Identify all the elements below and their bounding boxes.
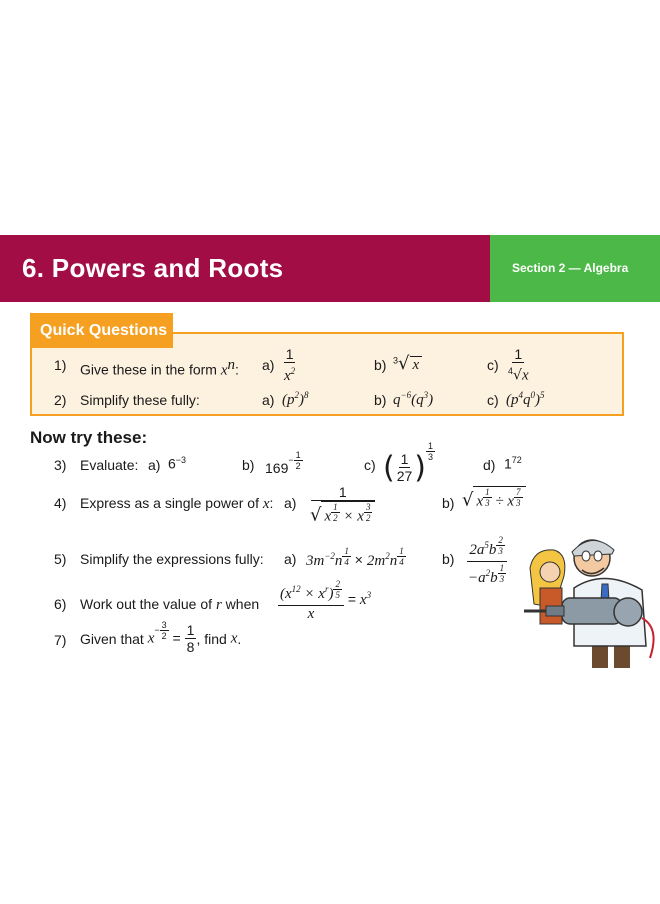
q4-text: Express as a single power of x:: [80, 495, 274, 512]
q4a-expression: 1 √ x $^{\frac{1}{2}}$ × x $^{\frac{3}{2}}$: [308, 484, 377, 526]
q2-number: 2): [54, 392, 67, 408]
q3b-label: b): [242, 457, 255, 473]
q2c-label: c): [487, 392, 499, 408]
q2-text: Simplify these fully:: [80, 392, 200, 408]
q3-text: Evaluate:: [80, 457, 139, 473]
now-try-heading: Now try these:: [30, 428, 148, 447]
q2b-expression: $q^{-6}(q^3)$: [393, 390, 434, 408]
page-title: 6. Powers and Roots: [22, 253, 284, 283]
q1c-label: c): [487, 357, 499, 373]
quick-questions-tab: Quick Questions: [30, 313, 173, 348]
q7-number: 7): [54, 632, 67, 648]
q7-text: Given that x− $\frac{3}{2}$ = $\frac{1}{8}$ , find x.: [80, 620, 242, 656]
q3d-expression: $1^{72}$: [504, 455, 522, 472]
q2a-expression: $(p^2)^8$: [282, 390, 309, 408]
q4-number: 4): [54, 495, 67, 511]
section-label: Section 2 — Algebra: [512, 261, 629, 275]
q2a-label: a): [262, 392, 275, 408]
q5-text: Simplify the expressions fully:: [80, 551, 264, 567]
q3c-label: c): [364, 457, 376, 473]
cartoon-scientist-illustration: [524, 528, 660, 668]
q3a-expression: $6^{-3}$: [168, 455, 187, 472]
q5a-label: a): [284, 551, 297, 567]
q3d-label: d): [483, 457, 496, 473]
q4b-label: b): [442, 495, 455, 511]
q3c-expression: ( $\frac{1}{27}$ ) $\frac{1}{3}$: [383, 441, 434, 486]
section-bar: [490, 235, 660, 302]
q6-number: 6): [54, 596, 67, 612]
q3-number: 3): [54, 457, 67, 473]
q1b-expression: $^3$√ x: [393, 353, 422, 374]
q5-number: 5): [54, 551, 67, 567]
q1a-label: a): [262, 357, 275, 373]
title-bar: [0, 235, 490, 302]
header-banner: [0, 235, 660, 302]
q2b-label: b): [374, 392, 387, 408]
q1-text: Give these in the form $x^n$:: [80, 357, 239, 379]
q3a-label: a): [148, 457, 161, 473]
q1b-label: b): [374, 357, 387, 373]
q5a-expression: $3m^{-2}n$ $^{\frac{1}{4}}$ × $2m^2n$ $^{\frac{1}{4}}$: [306, 546, 404, 569]
q4a-label: a): [284, 495, 297, 511]
q1c-expression: $\frac{1}{^4√x}$: [508, 346, 529, 384]
q4b-expression: √ x $^{\frac{1}{3}}$ ÷ x $^{\frac{7}{3}}$: [462, 486, 526, 511]
q5b-expression: $2a^5b$ $^{\frac{2}{3}}$ $-a^2b$ $^{\frac{1}{3}}$: [466, 534, 508, 589]
q6-expression: $(x^{12} \times x^r)$ $^{\frac{2}{5}}$ x = $x^3$: [280, 579, 372, 622]
q6-text: Work out the value of r when: [80, 596, 260, 613]
q3b-expression: 169− $\frac{1}{2}$: [265, 450, 301, 476]
q5b-label: b): [442, 551, 455, 567]
q1-number: 1): [54, 357, 67, 373]
q1a-expression: $\frac{1}{x^2}$: [284, 346, 296, 384]
q2c-expression: $(p^4q^0)^5$: [506, 390, 545, 408]
